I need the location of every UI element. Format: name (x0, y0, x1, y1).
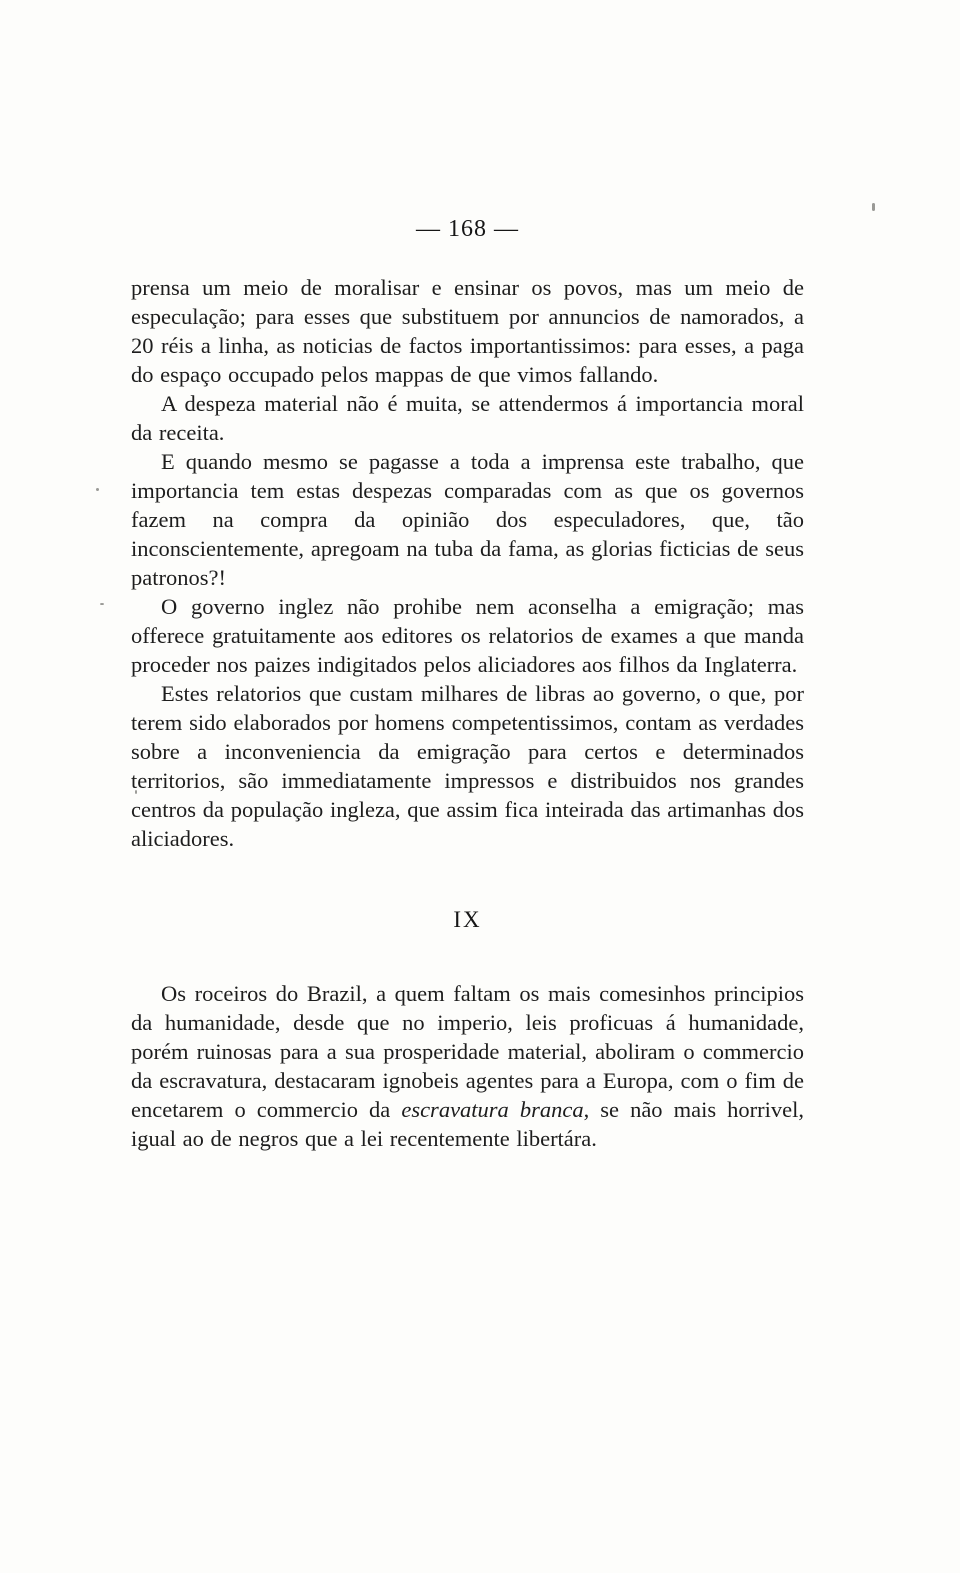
scan-artifact (96, 488, 99, 491)
italic-text: escravatura branca (401, 1097, 584, 1122)
paragraph: E quando mesmo se pagasse a toda a imprensa este trabalho, que importancia tem estas despezas comparadas com as que os governos fazem na compra da opinião dos especuladores, que, tão inconscientemente, apregoam na tuba da fama, as glorias ficticias de seus patronos?! (131, 449, 804, 590)
paragraph: Estes relatorios que custam milhares de libras ao governo, o que, por terem sido elaborados por homens competentissimos, contam as verdades sobre a inconveniencia da emigração para certos e determinados territorios, são immediatamente impressos e distribuidos nos grandes centros da população ingleza, que assim fica inteirada das artimanhas dos aliciadores. (131, 681, 804, 851)
page-number: — 168 — (416, 216, 519, 242)
paragraph-continuation: prensa um meio de moralisar e ensinar os povos, mas um meio de especulação; para esses que substituem por annuncios de namorados, a 20 réis a linha, as noticias de factos importantissimos: para esses, a paga do espaço occupado pelos mappas de que vimos fallando. (131, 275, 804, 387)
scan-artifact (872, 203, 875, 211)
paragraph: O governo inglez não prohibe nem aconselha a emigração; mas offerece gratuitamente aos editores os relatorios de exames a que manda proceder nos paizes indigitados pelos aliciadores aos filhos da Inglaterra. (131, 594, 804, 677)
book-page (131, 216, 804, 1153)
text-segment: Os roceiros do Brazil, a quem faltam os mais comesinhos principios da humanidade, desde que no imperio, leis proficuas á humanidade, porém ruinosas para a sua prosperidade material, aboliram o commercio da escravatura, destacaram ignobeis agentes para a Europa, com o fim de encetarem o commercio da (131, 981, 804, 1122)
text-segment: , se não mais horrivel, igual ao de negros que a lei recentemente libertára. (131, 1097, 805, 1151)
page-body-text (131, 273, 804, 1153)
section-heading: IX (453, 907, 482, 932)
scan-artifact (100, 603, 104, 605)
paragraph: A despeza material não é muita, se attendermos á importancia moral da receita. (131, 391, 804, 445)
paragraph (131, 979, 804, 1153)
